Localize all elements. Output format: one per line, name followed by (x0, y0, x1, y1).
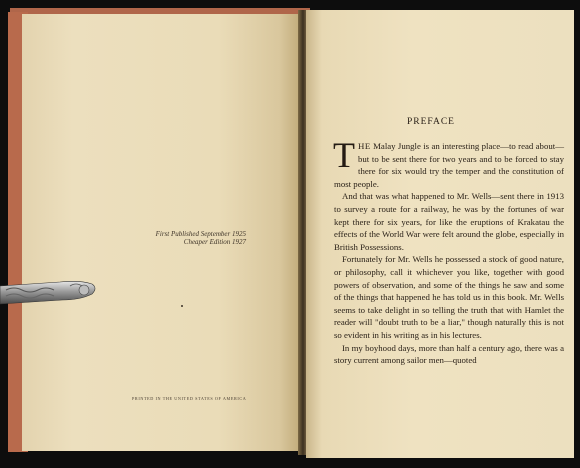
paragraph-2: And that was what happened to Mr. Wells—sent there in 1913 to survey a route for a railway, he was by the fortunes of war kept there for six years, for like the eruptions of Krakatau the effects of the World War were felt around the globe, especially in British Possessions. (334, 191, 564, 252)
imprint-first-published: First Published September 1925 (155, 230, 246, 238)
imprint-cheaper-edition: Cheaper Edition 1927 (183, 238, 246, 246)
printed-in-notice: PRINTED IN THE UNITED STATES OF AMERICA (132, 396, 247, 401)
paragraph-3: Fortunately for Mr. Wells he possessed a stock of good nature, or philosophy, call it whichever you like, together with good powers of observation, and some of the things he saw and some of the things that happened he has told us in this book. Mr. Wells seems to take delight in so telling the truth that with Hamlet the reader will "doubt truth to be a liar," though naturally this is not so evident in his writing as in his lectures. (334, 254, 564, 340)
bookmark-clip (0, 278, 98, 312)
preface-body (333, 135, 564, 367)
imprint-block (138, 230, 246, 246)
paragraph-1-text: Malay Jungle is an interesting place—to read about—but to be sent there for two years and to be forced to stay there for six would try the temper and the constitution of most people. (334, 141, 564, 189)
first-word-rest: HE (358, 141, 371, 151)
paragraph-1 (333, 135, 564, 190)
drop-cap: T (333, 135, 355, 175)
preface-heading: PREFACE (406, 117, 455, 127)
page-dot (181, 305, 183, 307)
paragraph-4: In my boyhood days, more than half a century ago, there was a story current among sailor men—quoted (334, 342, 564, 366)
